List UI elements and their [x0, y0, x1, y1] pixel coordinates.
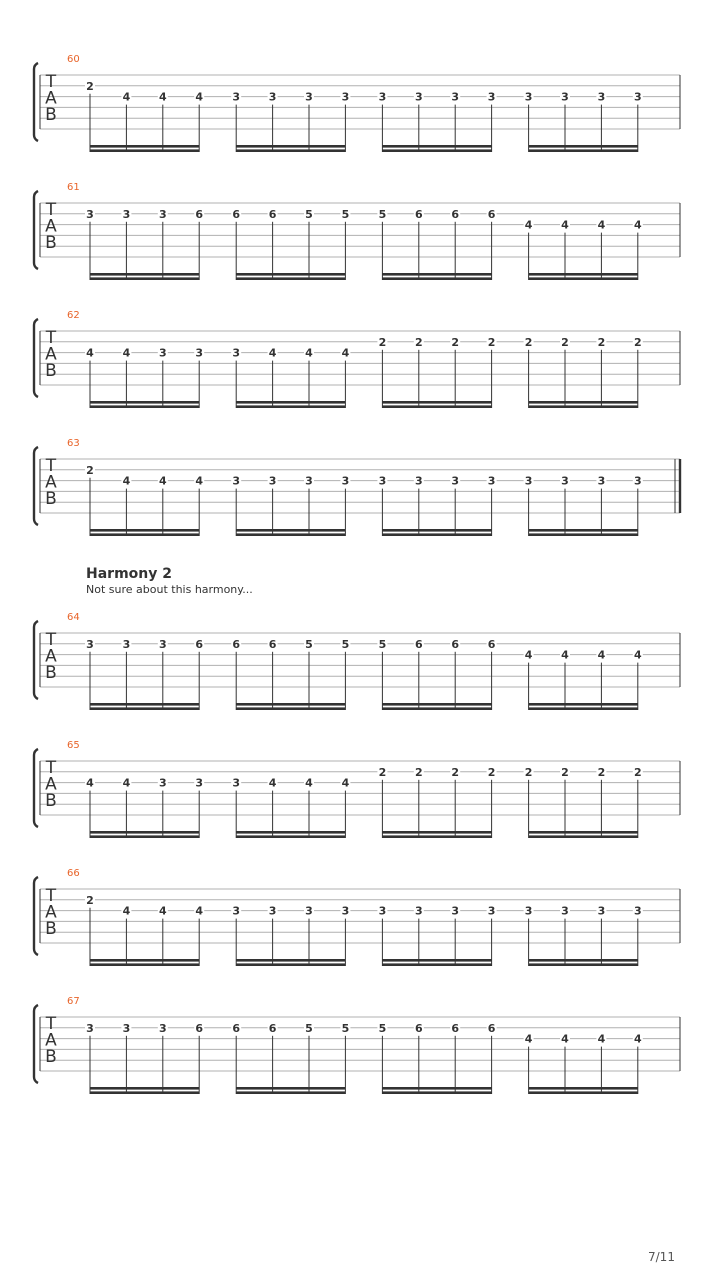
fret-number: 3 [158, 346, 167, 360]
section-subtitle: Not sure about this harmony... [86, 583, 253, 596]
fret-number: 4 [195, 90, 204, 104]
beam [236, 703, 345, 706]
beam [529, 277, 638, 280]
fret-number: 3 [451, 90, 460, 104]
fret-number: 4 [195, 904, 204, 918]
fret-number: 3 [305, 90, 313, 104]
fret-number: 4 [341, 776, 350, 790]
fret-number: 2 [414, 335, 423, 349]
beam [236, 401, 345, 404]
beam [529, 405, 638, 408]
beam [529, 835, 638, 838]
fret-number: 6 [232, 637, 241, 651]
fret-number: 3 [414, 904, 423, 918]
fret-number: 4 [158, 90, 167, 104]
tab-system [34, 868, 680, 966]
beam [529, 1087, 638, 1090]
beam [236, 145, 345, 148]
fret-number: 3 [158, 207, 167, 221]
fret-number: 3 [232, 776, 241, 790]
tab-clef-letter: T [45, 328, 57, 348]
beam [90, 529, 199, 532]
fret-number: 3 [487, 474, 496, 488]
fret-number: 3 [122, 207, 131, 221]
beam [90, 835, 199, 838]
fret-number: 2 [524, 335, 533, 349]
fret-number: 4 [633, 648, 642, 662]
beam [529, 273, 638, 276]
fret-number: 6 [195, 1021, 204, 1035]
beam [90, 401, 199, 404]
fret-number: 3 [158, 637, 167, 651]
fret-number: 4 [268, 346, 277, 360]
tab-clef-letter: B [45, 233, 57, 253]
tab-clef-letter: B [45, 489, 57, 509]
fret-number: 6 [451, 207, 460, 221]
tab-clef-letter: B [45, 1047, 57, 1067]
fret-number: 6 [414, 637, 423, 651]
fret-number: 3 [122, 637, 131, 651]
beam [382, 149, 491, 152]
tab-system [34, 740, 680, 838]
fret-number: 2 [86, 79, 94, 93]
fret-number: 4 [122, 474, 131, 488]
fret-number: 4 [122, 90, 131, 104]
beam [382, 1091, 491, 1094]
beam [529, 533, 638, 536]
tab-system [34, 54, 680, 152]
fret-number: 3 [232, 346, 241, 360]
fret-number: 6 [195, 207, 204, 221]
beam [382, 529, 491, 532]
system-bracket [34, 191, 38, 269]
fret-number: 3 [195, 776, 204, 790]
fret-number: 3 [195, 346, 204, 360]
fret-number: 3 [524, 904, 533, 918]
measure-number: 61 [67, 182, 80, 193]
fret-number: 3 [341, 904, 350, 918]
fret-number: 2 [561, 335, 569, 349]
system-bracket [34, 319, 38, 397]
beam [90, 703, 199, 706]
beam [90, 831, 199, 834]
fret-number: 5 [341, 1021, 350, 1035]
fret-number: 3 [633, 474, 642, 488]
fret-number: 3 [341, 474, 350, 488]
fret-number: 5 [378, 1021, 387, 1035]
beam [236, 529, 345, 532]
fret-number: 4 [122, 904, 131, 918]
page-number: 7/11 [648, 1250, 675, 1264]
fret-number: 4 [524, 218, 533, 232]
tab-system [34, 310, 680, 408]
section-title: Harmony 2 [86, 566, 172, 582]
beam [529, 529, 638, 532]
fret-number: 3 [158, 1021, 167, 1035]
beam [529, 149, 638, 152]
fret-number: 3 [232, 90, 241, 104]
tab-system [34, 612, 680, 710]
fret-number: 3 [86, 207, 94, 221]
fret-number: 3 [305, 474, 313, 488]
fret-number: 3 [341, 90, 350, 104]
fret-number: 4 [597, 218, 606, 232]
beam [382, 963, 491, 966]
beam [529, 831, 638, 834]
fret-number: 3 [232, 474, 241, 488]
fret-number: 4 [158, 904, 167, 918]
beam [90, 533, 199, 536]
fret-number: 6 [414, 207, 423, 221]
fret-number: 6 [232, 207, 241, 221]
fret-number: 4 [341, 346, 350, 360]
beam [382, 703, 491, 706]
system-bracket [34, 447, 38, 525]
beam [236, 963, 345, 966]
fret-number: 6 [268, 1021, 277, 1035]
fret-number: 2 [487, 335, 496, 349]
fret-number: 3 [633, 904, 642, 918]
tab-clef-letter: A [45, 472, 57, 493]
measure-number: 64 [67, 612, 80, 623]
fret-number: 3 [561, 904, 569, 918]
fret-number: 4 [561, 218, 569, 232]
beam [529, 145, 638, 148]
tab-clef-letter: A [45, 646, 57, 667]
fret-number: 2 [561, 765, 569, 779]
fret-number: 5 [305, 637, 313, 651]
measure-number: 62 [67, 310, 80, 321]
beam [382, 835, 491, 838]
fret-number: 5 [341, 207, 350, 221]
fret-number: 6 [268, 207, 277, 221]
fret-number: 2 [633, 335, 642, 349]
beam [236, 831, 345, 834]
fret-number: 2 [86, 893, 94, 907]
beam [382, 273, 491, 276]
fret-number: 2 [451, 335, 460, 349]
beam [90, 1091, 199, 1094]
fret-number: 4 [597, 648, 606, 662]
fret-number: 6 [487, 207, 496, 221]
fret-number: 2 [378, 335, 387, 349]
fret-number: 5 [305, 1021, 313, 1035]
fret-number: 3 [414, 474, 423, 488]
tab-clef-letter: A [45, 774, 57, 795]
beam [529, 707, 638, 710]
fret-number: 4 [195, 474, 204, 488]
fret-number: 6 [414, 1021, 423, 1035]
fret-number: 3 [561, 90, 569, 104]
beam [90, 149, 199, 152]
tab-clef-letter: A [45, 902, 57, 923]
beam [529, 703, 638, 706]
fret-number: 3 [451, 904, 460, 918]
fret-number: 2 [414, 765, 423, 779]
tab-system [34, 182, 680, 280]
beam [382, 145, 491, 148]
beam [90, 963, 199, 966]
fret-number: 4 [305, 776, 313, 790]
beam [382, 831, 491, 834]
fret-number: 3 [268, 474, 277, 488]
fret-number: 4 [561, 648, 569, 662]
fret-number: 6 [487, 637, 496, 651]
measure-number: 67 [67, 996, 80, 1007]
beam [382, 401, 491, 404]
fret-number: 3 [414, 90, 423, 104]
fret-number: 3 [232, 904, 241, 918]
fret-number: 3 [561, 474, 569, 488]
fret-number: 4 [633, 1032, 642, 1046]
fret-number: 3 [524, 90, 533, 104]
beam [382, 277, 491, 280]
fret-number: 4 [561, 1032, 569, 1046]
fret-number: 5 [305, 207, 313, 221]
fret-number: 4 [524, 1032, 533, 1046]
fret-number: 5 [378, 637, 387, 651]
beam [529, 963, 638, 966]
beam [382, 707, 491, 710]
system-bracket [34, 621, 38, 699]
beam [90, 145, 199, 148]
tab-clef-letter: T [45, 456, 57, 476]
measure-number: 63 [67, 438, 80, 449]
tab-clef-letter: T [45, 72, 57, 92]
fret-number: 4 [633, 218, 642, 232]
beam [90, 707, 199, 710]
fret-number: 4 [122, 346, 131, 360]
tab-clef-letter: T [45, 630, 57, 650]
fret-number: 6 [232, 1021, 241, 1035]
fret-number: 5 [378, 207, 387, 221]
fret-number: 3 [268, 90, 277, 104]
beam [236, 277, 345, 280]
beam [90, 273, 199, 276]
fret-number: 3 [86, 1021, 94, 1035]
beam [382, 533, 491, 536]
system-bracket [34, 1005, 38, 1083]
beam [236, 1091, 345, 1094]
fret-number: 4 [122, 776, 131, 790]
fret-number: 3 [597, 474, 606, 488]
measure-number: 65 [67, 740, 80, 751]
tab-clef-letter: A [45, 344, 57, 365]
fret-number: 4 [597, 1032, 606, 1046]
fret-number: 3 [597, 90, 606, 104]
fret-number: 6 [195, 637, 204, 651]
tab-clef-letter: B [45, 105, 57, 125]
fret-number: 6 [451, 1021, 460, 1035]
tab-clef-letter: T [45, 758, 57, 778]
fret-number: 3 [524, 474, 533, 488]
beam [236, 959, 345, 962]
tab-system [34, 996, 680, 1094]
tab-clef-letter: A [45, 216, 57, 237]
tab-clef-letter: T [45, 1014, 57, 1034]
fret-number: 2 [524, 765, 533, 779]
system-bracket [34, 877, 38, 955]
fret-number: 2 [487, 765, 496, 779]
beam [90, 277, 199, 280]
beam [236, 533, 345, 536]
measure-number: 60 [67, 54, 80, 65]
fret-number: 2 [633, 765, 642, 779]
fret-number: 2 [597, 335, 606, 349]
beam [236, 707, 345, 710]
tab-clef-letter: A [45, 1030, 57, 1051]
beam [236, 1087, 345, 1090]
fret-number: 6 [487, 1021, 496, 1035]
fret-number: 3 [305, 904, 313, 918]
fret-number: 3 [633, 90, 642, 104]
fret-number: 4 [305, 346, 313, 360]
tab-clef-letter: T [45, 200, 57, 220]
beam [382, 1087, 491, 1090]
fret-number: 2 [86, 463, 94, 477]
beam [90, 1087, 199, 1090]
beam [236, 835, 345, 838]
tab-clef-letter: A [45, 88, 57, 109]
fret-number: 2 [378, 765, 387, 779]
measure-number: 66 [67, 868, 80, 879]
beam [236, 405, 345, 408]
fret-number: 3 [122, 1021, 131, 1035]
fret-number: 4 [86, 346, 94, 360]
fret-number: 2 [451, 765, 460, 779]
fret-number: 3 [158, 776, 167, 790]
tab-clef-letter: B [45, 791, 57, 811]
fret-number: 4 [524, 648, 533, 662]
fret-number: 3 [378, 474, 387, 488]
fret-number: 3 [86, 637, 94, 651]
fret-number: 4 [158, 474, 167, 488]
fret-number: 3 [487, 904, 496, 918]
beam [529, 401, 638, 404]
system-bracket [34, 63, 38, 141]
fret-number: 6 [268, 637, 277, 651]
system-bracket [34, 749, 38, 827]
tab-clef-letter: B [45, 919, 57, 939]
fret-number: 3 [378, 904, 387, 918]
tab-clef-letter: B [45, 361, 57, 381]
fret-number: 5 [341, 637, 350, 651]
beam [90, 405, 199, 408]
fret-number: 3 [378, 90, 387, 104]
tab-clef-letter: B [45, 663, 57, 683]
beam [382, 405, 491, 408]
beam [529, 959, 638, 962]
fret-number: 6 [451, 637, 460, 651]
beam [529, 1091, 638, 1094]
beam [382, 959, 491, 962]
beam [236, 149, 345, 152]
fret-number: 3 [487, 90, 496, 104]
fret-number: 4 [86, 776, 94, 790]
fret-number: 3 [451, 474, 460, 488]
beam [90, 959, 199, 962]
beam [236, 273, 345, 276]
fret-number: 4 [268, 776, 277, 790]
fret-number: 2 [597, 765, 606, 779]
tab-system [34, 438, 680, 536]
fret-number: 3 [268, 904, 277, 918]
fret-number: 3 [597, 904, 606, 918]
tab-clef-letter: T [45, 886, 57, 906]
